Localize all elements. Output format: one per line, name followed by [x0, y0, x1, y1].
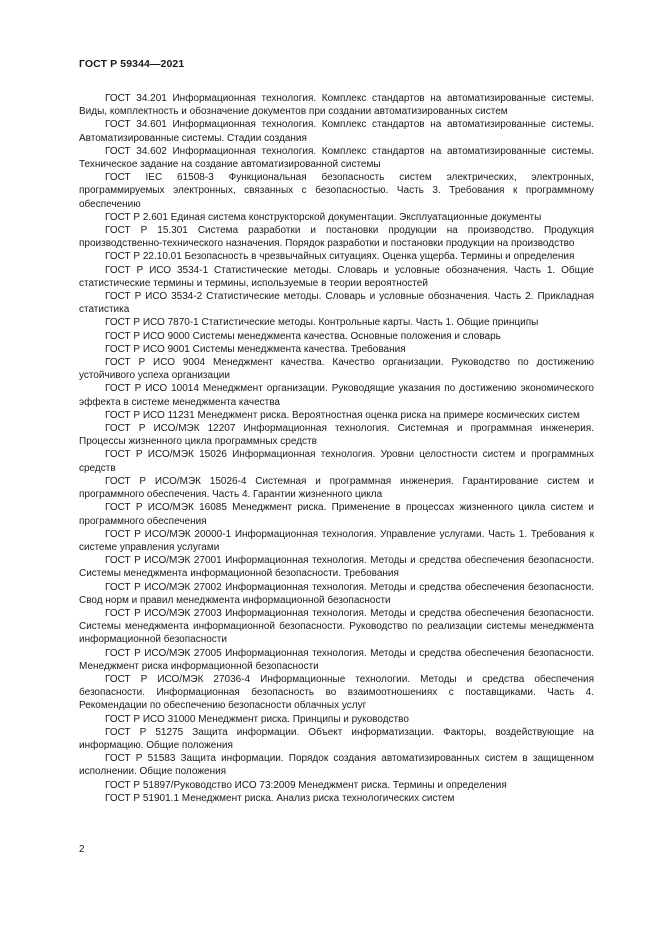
reference-item: ГОСТ Р ИСО/МЭК 15026 Информационная технология. Уровни целостности систем и программных средств	[79, 449, 594, 474]
reference-item: ГОСТ Р ИСО/МЭК 15026-4 Системная и программная инженерия. Гарантирование систем и программного обеспечения. Часть 4. Гарантии жизненного цикла	[79, 475, 594, 501]
reference-item: ГОСТ Р ИСО/МЭК 27036-4 Информационные технологии. Методы и средства обеспечения безопасности. Информационная безопасность во взаимоотношениях с поставщиками. Часть 4. Рекомендации по обеспечению безопасности облачных услуг	[79, 673, 594, 712]
reference-item: ГОСТ Р ИСО 31000 Менеджмент риска. Принципы и руководство	[105, 713, 409, 725]
reference-item: ГОСТ Р ИСО/МЭК 27001 Информационная технология. Методы и средства обеспечения безопасности. Системы менеджмента информационной безопасности. Требования	[79, 555, 594, 580]
reference-item: ГОСТ Р ИСО/МЭК 27003 Информационная технология. Методы и средства обеспечения безопасности. Системы менеджмента информационной безопасности. Руководство по реализации системы менеджмента информационной безопасности	[79, 607, 594, 646]
reference-item: ГОСТ 34.201 Информационная технология. Комплекс стандартов на автоматизированные системы. Виды, комплектность и обозначение документов при создании автоматизированных систем	[79, 93, 594, 118]
reference-item: ГОСТ Р ИСО/МЭК 27005 Информационная технология. Методы и средства обеспечения безопасности. Менеджмент риска информационной безопасности	[79, 647, 594, 672]
reference-item: ГОСТ Р ИСО 7870-1 Статистические методы. Контрольные карты. Часть 1. Общие принципы	[105, 317, 539, 329]
reference-item: ГОСТ Р 2.601 Единая система конструкторской документации. Эксплуатационные документы	[105, 211, 542, 223]
reference-item: ГОСТ Р 51275 Защита информации. Объект информатизации. Факторы, воздействующие на информацию. Общие положения	[79, 726, 594, 751]
reference-item: ГОСТ Р ИСО 9000 Системы менеджмента качества. Основные положения и словарь	[105, 330, 501, 342]
reference-item: ГОСТ Р ИСО/МЭК 16085 Менеджмент риска. Применение в процессах жизненного цикла систем и программного обеспечения	[79, 502, 594, 527]
reference-item: ГОСТ Р ИСО 3534-2 Статистические методы. Словарь и условные обозначения. Часть 2. Прикладная статистика	[79, 291, 594, 316]
reference-item: ГОСТ Р ИСО 9001 Системы менеджмента качества. Требования	[105, 343, 406, 355]
normative-references-list	[79, 92, 594, 805]
reference-item: ГОСТ Р ИСО 10014 Менеджмент организации. Руководящие указания по достижению экономического эффекта в системе менеджмента качества	[79, 383, 594, 408]
document-header: ГОСТ Р 59344—2021	[79, 58, 185, 70]
reference-item: ГОСТ Р ИСО 9004 Менеджмент качества. Качество организации. Руководство по достижению устойчивого успеха организации	[79, 357, 594, 382]
reference-item: ГОСТ 34.601 Информационная технология. Комплекс стандартов на автоматизированные системы. Автоматизированные системы. Стадии создания	[79, 119, 594, 144]
reference-item: ГОСТ Р 51901.1 Менеджмент риска. Анализ риска технологических систем	[105, 792, 455, 804]
reference-item: ГОСТ Р ИСО 3534-1 Статистические методы. Словарь и условные обозначения. Часть 1. Общие статистические термины и термины, используемые в теории вероятностей	[79, 264, 594, 289]
reference-item: ГОСТ Р ИСО/МЭК 27002 Информационная технология. Методы и средства обеспечения безопасности. Свод норм и правил менеджмента информационной безопасности	[79, 581, 594, 606]
reference-item: ГОСТ Р ИСО 11231 Менеджмент риска. Вероятностная оценка риска на примере космических систем	[105, 409, 580, 421]
reference-item: ГОСТ 34.602 Информационная технология. Комплекс стандартов на автоматизированные системы. Техническое задание на создание автоматизированной системы	[79, 145, 594, 171]
reference-item: ГОСТ IEC 61508-3 Функциональная безопасность систем электрических, электронных, программируемых электронных, связанных с безопасностью. Часть 3. Требования к программному обеспечению	[79, 172, 594, 210]
reference-item: ГОСТ Р 15.301 Система разработки и постановки продукции на производство. Продукция производственно-технического назначения. Порядок разработки и постановки продукции на производство	[79, 225, 594, 250]
reference-item: ГОСТ Р ИСО/МЭК 12207 Информационная технология. Системная и программная инженерия. Процессы жизненного цикла программных средств	[79, 423, 594, 448]
reference-item: ГОСТ Р 51897/Руководство ИСО 73:2009 Менеджмент риска. Термины и определения	[105, 779, 507, 791]
reference-item: ГОСТ Р 22.10.01 Безопасность в чрезвычайных ситуациях. Оценка ущерба. Термины и определения	[105, 251, 575, 263]
page-number: 2	[79, 844, 85, 855]
reference-item: ГОСТ Р ИСО/МЭК 20000-1 Информационная технология. Управление услугами. Часть 1. Требования к системе управления услугами	[79, 528, 594, 553]
reference-item: ГОСТ Р 51583 Защита информации. Порядок создания автоматизированных систем в защищенном исполнении. Общие положения	[79, 753, 594, 778]
